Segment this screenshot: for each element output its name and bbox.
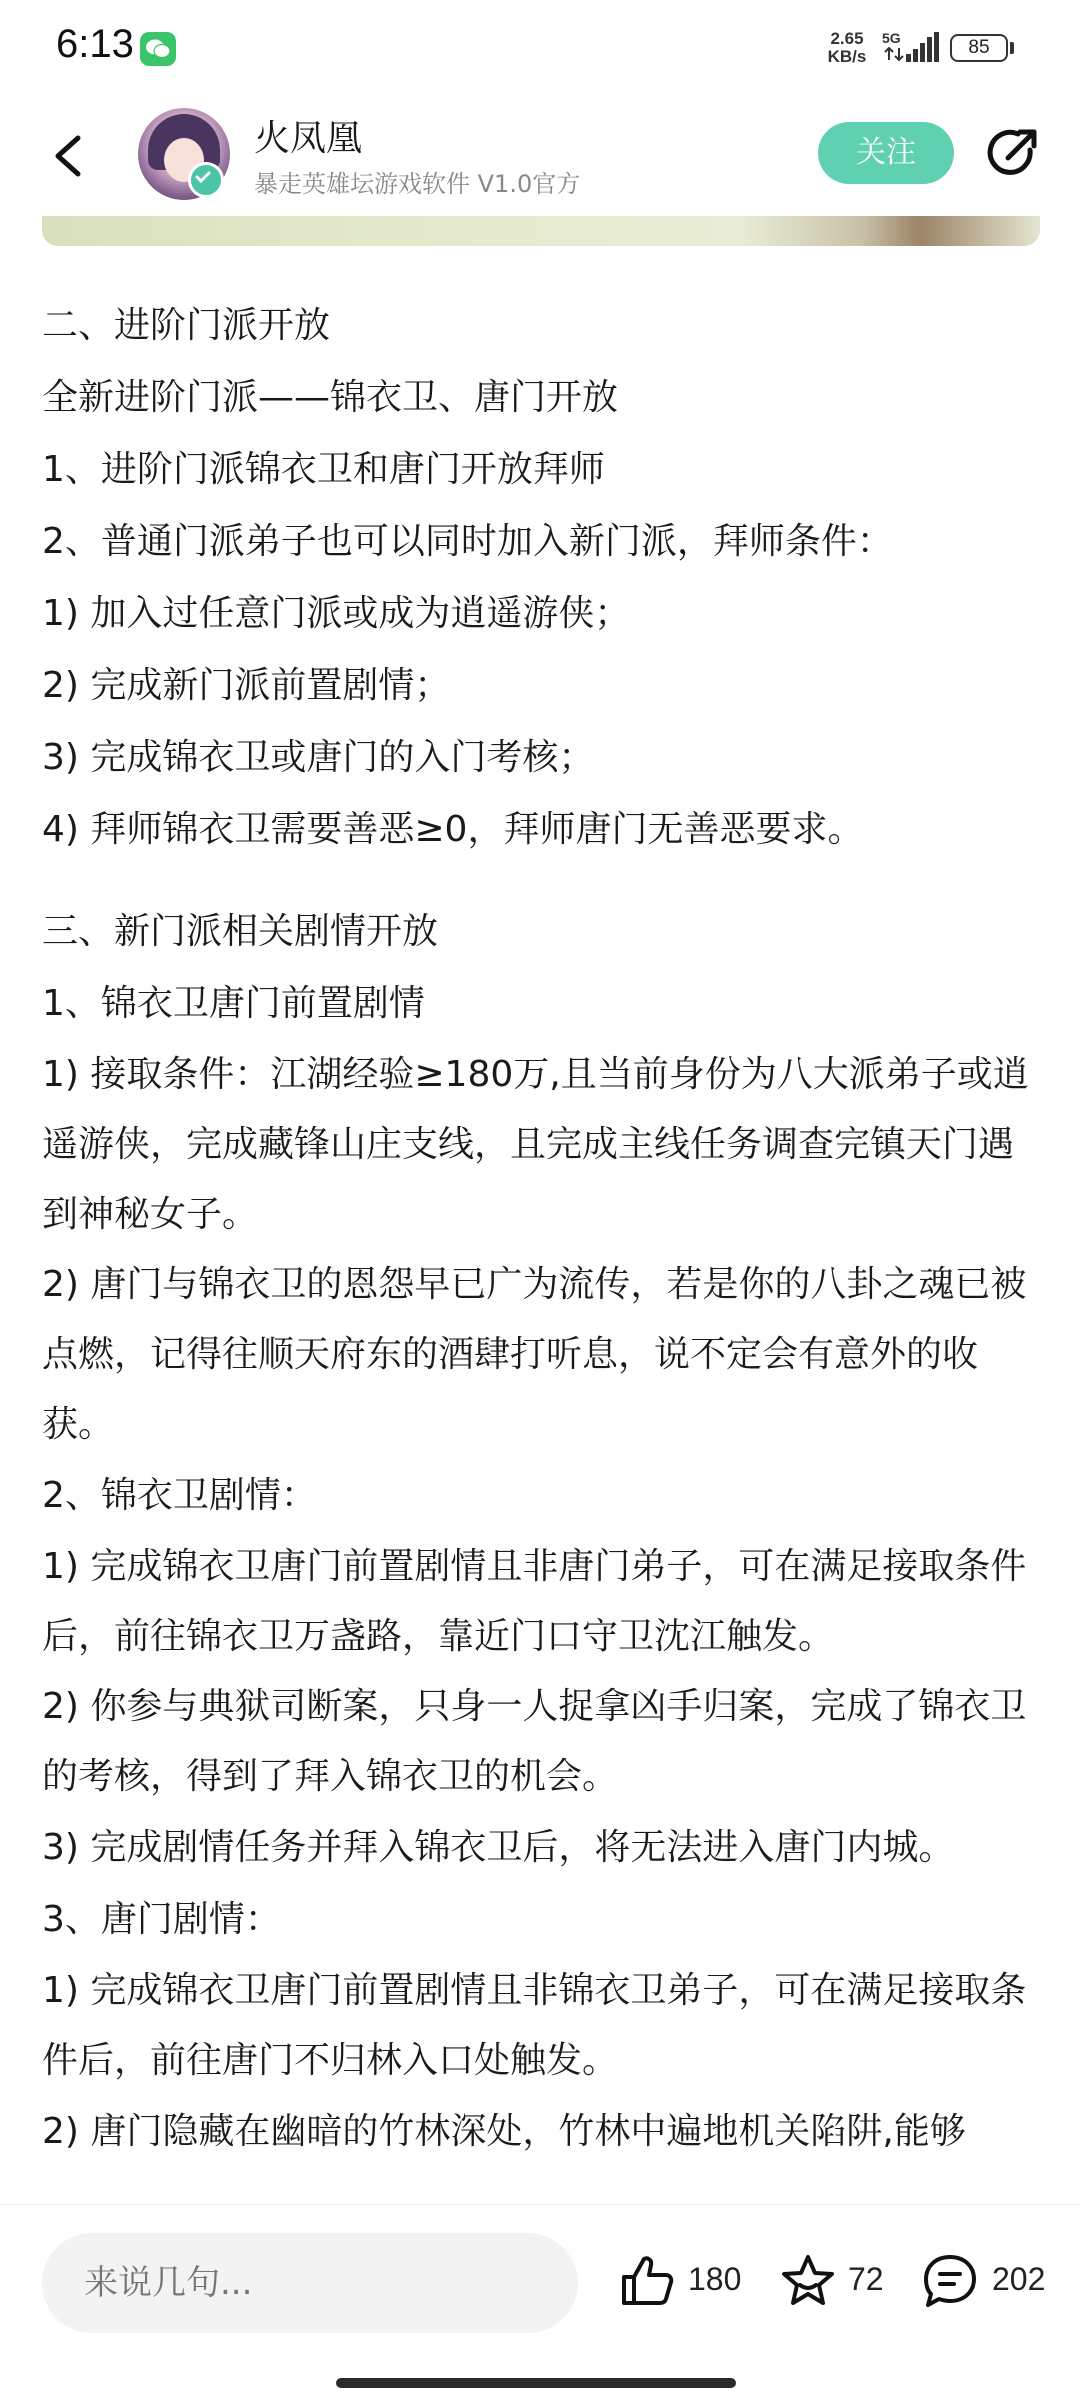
back-arrow-icon[interactable]	[44, 126, 94, 186]
paragraph: 全新进阶门派——锦衣卫、唐门开放	[42, 377, 619, 418]
follow-button[interactable]: 关注	[818, 122, 954, 184]
paragraph: 3) 完成锦衣卫或唐门的入门考核；	[42, 737, 595, 778]
paragraph: 2、普通门派弟子也可以同时加入新门派，拜师条件：	[42, 521, 893, 562]
subsection-title: 2、锦衣卫剧情：	[42, 1475, 317, 1516]
paragraph: 4) 拜师锦衣卫需要善恶≥0，拜师唐门无善恶要求。	[42, 809, 864, 850]
status-time: 6:13	[56, 22, 134, 66]
home-indicator[interactable]	[336, 2378, 736, 2388]
section-title: 三、新门派相关剧情开放	[42, 911, 439, 952]
like-count: 180	[688, 2261, 742, 2297]
paragraph: 1) 完成锦衣卫唐门前置剧情且非唐门弟子，可在满足接取条件后，前往锦衣卫万盏路，靠近门口守卫沈江触发。	[42, 1546, 1027, 1657]
network-speed-value: 2.65	[830, 29, 864, 48]
star-icon	[778, 2251, 838, 2311]
comment-button[interactable]	[920, 2247, 1060, 2319]
subsection-title: 3、唐门剧情：	[42, 1899, 281, 1940]
post-header	[0, 100, 1080, 216]
cellular-signal-icon	[882, 30, 940, 64]
section-title: 二、进阶门派开放	[42, 305, 331, 346]
bottom-action-bar	[0, 2204, 1080, 2401]
network-speed	[820, 30, 874, 66]
paragraph: 3) 完成剧情任务并拜入锦衣卫后，将无法进入唐门内城。	[42, 1827, 955, 1868]
paragraph: 1) 接取条件：江湖经验≥180万,且当前身份为八大派弟子或逍遥游侠，完成藏锋山庄支线，且完成主线任务调查完镇天门遇到神秘女子。	[42, 1054, 1029, 1235]
paragraph: 1) 完成锦衣卫唐门前置剧情且非锦衣卫弟子，可在满足接取条件后，前往唐门不归林入口处触发。	[42, 1970, 1027, 2081]
comment-input[interactable]	[42, 2233, 578, 2333]
wechat-notification-icon	[140, 32, 176, 66]
author-subtitle: 暴走英雄坛游戏软件 V1.0官方	[254, 170, 581, 198]
author-name[interactable]: 火凤凰	[254, 118, 363, 159]
share-icon[interactable]	[984, 124, 1044, 184]
battery-tip	[1010, 42, 1014, 54]
comment-bubble-icon	[920, 2251, 980, 2311]
paragraph: 2) 完成新门派前置剧情；	[42, 665, 451, 706]
thumbs-up-icon	[616, 2251, 676, 2311]
verified-check-icon	[188, 162, 224, 198]
paragraph-gap	[42, 866, 1042, 896]
subsection-title: 1、锦衣卫唐门前置剧情	[42, 983, 425, 1024]
status-bar	[0, 0, 1080, 100]
favorite-count: 72	[848, 2261, 884, 2297]
paragraph: 2) 你参与典狱司断案，只身一人捉拿凶手归案，完成了锦衣卫的考核，得到了拜入锦衣卫的机会。	[42, 1686, 1027, 1797]
favorite-button[interactable]	[778, 2247, 888, 2319]
like-button[interactable]	[616, 2247, 746, 2319]
paragraph: 2) 唐门隐藏在幽暗的竹林深处，竹林中遍地机关陷阱,能够	[42, 2111, 966, 2152]
paragraph: 1、进阶门派锦衣卫和唐门开放拜师	[42, 449, 605, 490]
paragraph: 2) 唐门与锦衣卫的恩怨早已广为流传，若是你的八卦之魂已被点燃，记得往顺天府东的酒肆打听息，说不定会有意外的收获。	[42, 1264, 1027, 1445]
post-content	[42, 290, 1042, 2168]
paragraph: 1) 加入过任意门派或成为逍遥游侠；	[42, 593, 631, 634]
battery-indicator: 85	[950, 34, 1008, 62]
post-image[interactable]	[42, 216, 1040, 246]
network-type: 5G	[882, 30, 901, 46]
comment-count: 202	[992, 2261, 1046, 2297]
network-speed-unit: KB/s	[827, 47, 867, 66]
